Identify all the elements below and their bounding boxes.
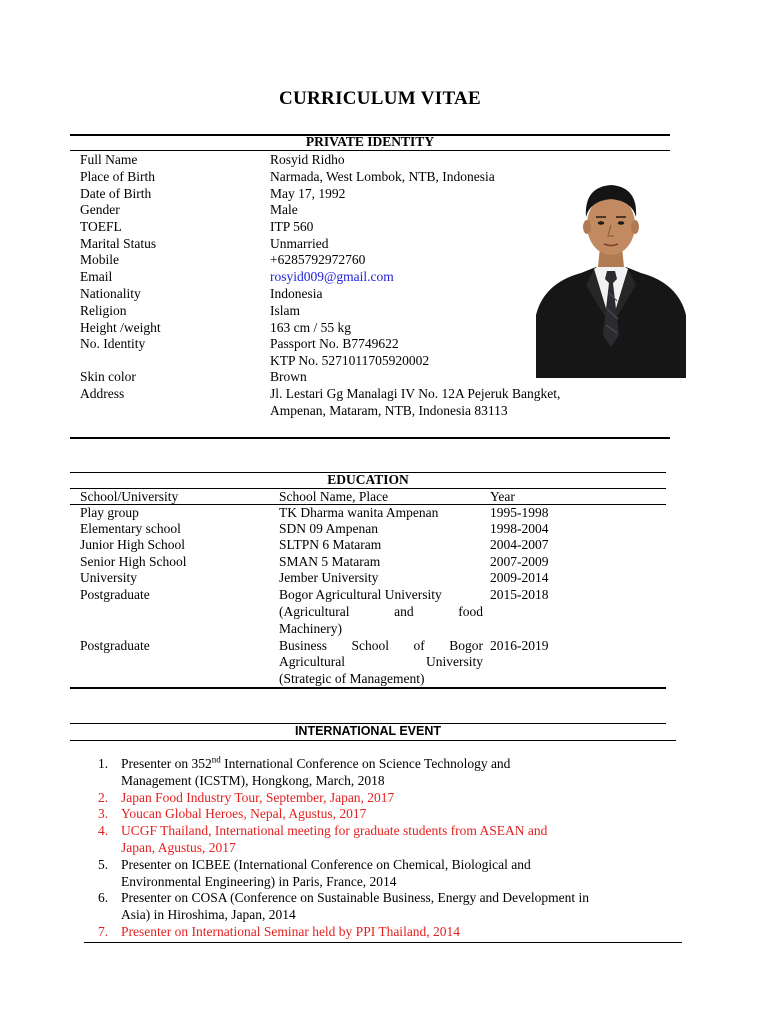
event-text: Environmental Engineering) in Paris, France, 2014: [121, 873, 397, 889]
document-title: CURRICULUM VITAE: [278, 88, 482, 109]
list-item: [95, 857, 665, 891]
event-text: International Conference on Science Technology and: [220, 756, 511, 771]
list-item: [95, 823, 665, 857]
education-year: 2009-2014: [490, 570, 549, 585]
section-rule: [70, 150, 670, 151]
section-rule: [70, 740, 676, 741]
event-text: UCGF Thailand, International meeting for graduate students from ASEAN and: [121, 823, 548, 839]
identity-value: Ampenan, Mataram, NTB, Indonesia 83113: [270, 403, 508, 418]
education-level: Junior High School: [80, 537, 186, 552]
identity-label: Place of Birth: [80, 169, 155, 184]
list-number: 6.: [98, 890, 109, 906]
education-year: 2016-2019: [490, 638, 549, 653]
identity-value: Brown: [270, 369, 307, 384]
identity-value: Narmada, West Lombok, NTB, Indonesia: [270, 169, 495, 184]
identity-value: Rosyid Ridho: [270, 152, 345, 167]
identity-value: +6285792972760: [270, 252, 366, 267]
school-name: Agricultural University: [279, 654, 483, 669]
list-item: [95, 890, 665, 924]
identity-value: ITP 560: [270, 219, 314, 234]
education-level: Play group: [80, 505, 139, 520]
column-header: School Name, Place: [279, 489, 389, 504]
list-number: 3.: [98, 806, 109, 822]
list-number: 1.: [98, 756, 109, 771]
identity-value: Passport No. B7749622: [270, 336, 399, 351]
list-number: 4.: [98, 823, 109, 839]
education-heading: EDUCATION: [327, 472, 409, 487]
education-level: Postgraduate: [80, 638, 150, 653]
column-header: Year: [490, 489, 515, 504]
event-text: Presenter on 352: [121, 756, 212, 771]
identity-value: Unmarried: [270, 236, 329, 251]
education-year: 2004-2007: [490, 537, 549, 552]
school-name: Jember University: [279, 570, 379, 585]
list-number: 7.: [98, 923, 109, 939]
identity-label: Date of Birth: [80, 186, 152, 201]
school-name: Machinery): [279, 621, 342, 636]
ordinal-suffix: nd: [211, 754, 221, 765]
identity-value: Jl. Lestari Gg Manalagi IV No. 12A Pejeruk Bangket,: [270, 386, 561, 401]
private-identity-heading: PRIVATE IDENTITY: [305, 134, 435, 149]
section-rule-bottom: [84, 942, 682, 943]
identity-value: Male: [270, 202, 298, 217]
event-text: Japan, Agustus, 2017: [121, 839, 236, 855]
list-number: 2.: [98, 789, 109, 805]
education-level: Senior High School: [80, 554, 187, 569]
identity-value: KTP No. 5271011705920002: [270, 353, 430, 368]
international-event-list: [95, 756, 665, 941]
event-text: Management (ICSTM), Hongkong, March, 2018: [121, 772, 385, 788]
identity-label: Full Name: [80, 152, 138, 167]
education-level: Elementary school: [80, 521, 181, 536]
identity-label: Mobile: [80, 252, 119, 267]
identity-label: Height /weight: [80, 320, 161, 335]
list-item: [95, 756, 665, 790]
section-rule-bottom: [70, 437, 670, 439]
education-year: 2007-2009: [490, 554, 549, 569]
education-level: University: [80, 570, 137, 585]
identity-label: No. Identity: [80, 336, 146, 351]
identity-value: Indonesia: [270, 286, 323, 301]
school-name: Bogor Agricultural University: [279, 587, 442, 602]
event-text: Presenter on COSA (Conference on Sustainable Business, Energy and Development in: [121, 890, 590, 906]
profile-photo: [536, 165, 686, 378]
column-header: School/University: [80, 489, 179, 504]
event-text: Youcan Global Heroes, Nepal, Agustus, 2017: [121, 806, 367, 822]
education-level: Postgraduate: [80, 587, 150, 602]
list-item: [95, 924, 665, 941]
school-name: (Strategic of Management): [279, 671, 425, 686]
identity-value: Islam: [270, 303, 300, 318]
list-item: [95, 806, 665, 823]
event-text: Japan Food Industry Tour, September, Japan, 2017: [121, 789, 395, 805]
education-year: 1995-1998: [490, 505, 549, 520]
international-event-heading: INTERNATIONAL EVENT: [294, 724, 442, 738]
list-number: 5.: [98, 856, 109, 872]
identity-label: Skin color: [80, 369, 136, 384]
identity-label: Gender: [80, 202, 120, 217]
identity-label: Marital Status: [80, 236, 157, 251]
identity-label: Nationality: [80, 286, 141, 301]
identity-label: TOEFL: [80, 219, 122, 234]
school-name: (Agricultural and food: [279, 604, 483, 619]
section-rule-bottom: [70, 687, 666, 689]
email-link[interactable]: rosyid009@gmail.com: [270, 269, 394, 284]
event-text: Asia) in Hiroshima, Japan, 2014: [121, 907, 296, 923]
identity-value: 163 cm / 55 kg: [270, 320, 351, 335]
school-name: Business School of Bogor: [279, 638, 483, 653]
school-name: SMAN 5 Mataram: [279, 554, 381, 569]
school-name: SDN 09 Ampenan: [279, 521, 378, 536]
education-year: 2015-2018: [490, 587, 549, 602]
school-name: TK Dharma wanita Ampenan: [279, 505, 439, 520]
identity-label: Email: [80, 269, 113, 284]
school-name: SLTPN 6 Mataram: [279, 537, 382, 552]
education-year: 1998-2004: [490, 521, 549, 536]
event-text: Presenter on ICBEE (International Conference on Chemical, Biological and: [121, 856, 531, 872]
identity-label: Address: [80, 386, 125, 401]
event-text: Presenter on International Seminar held by PPI Thailand, 2014: [121, 923, 461, 939]
identity-label: Religion: [80, 303, 127, 318]
list-item: [95, 790, 665, 807]
identity-value: May 17, 1992: [270, 186, 346, 201]
